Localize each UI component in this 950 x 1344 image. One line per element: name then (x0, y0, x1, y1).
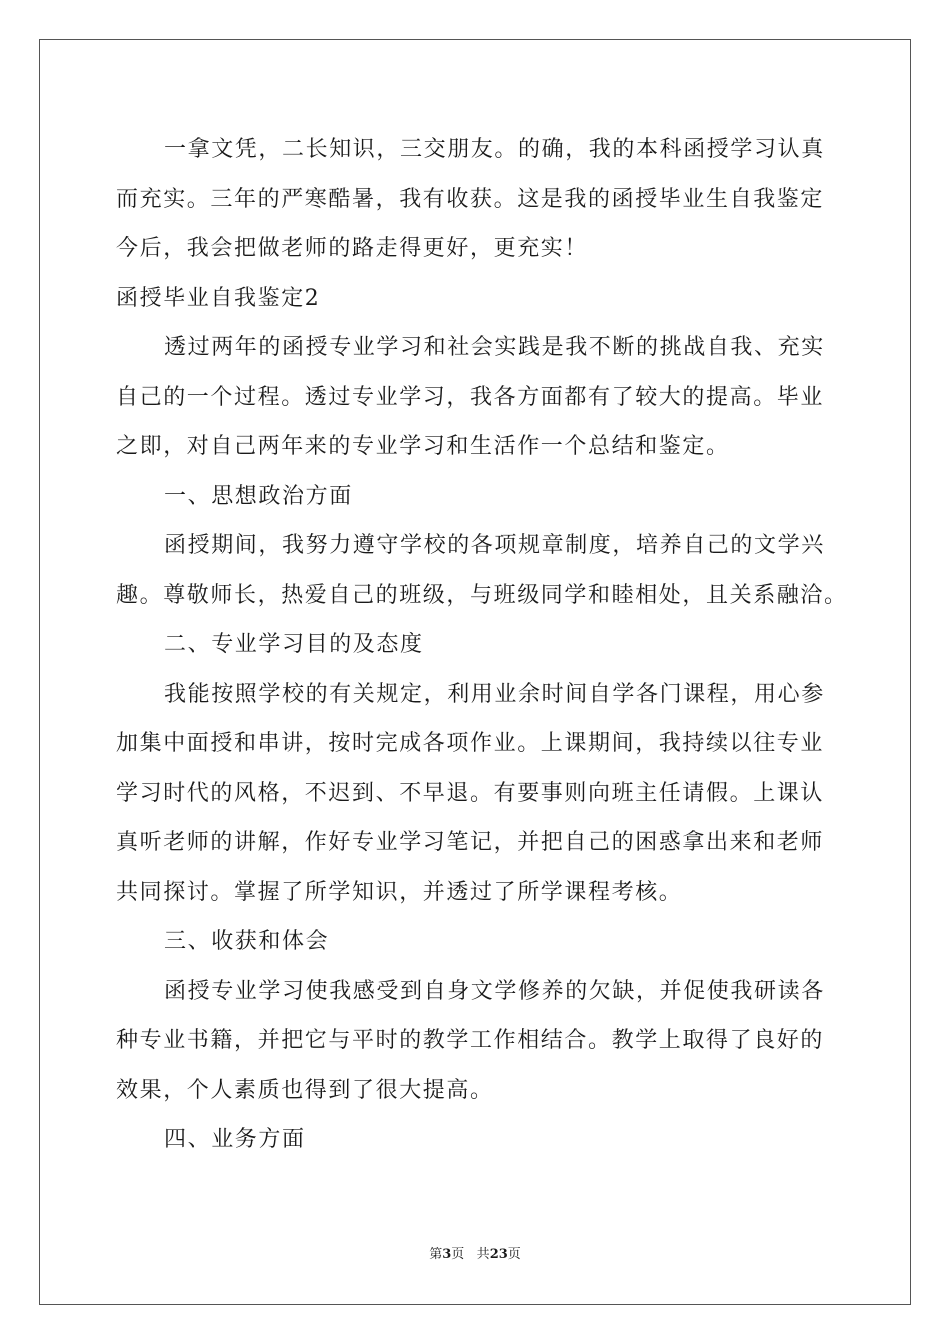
text-line: 二、专业学习目的及态度 (164, 632, 424, 657)
text-line: 函授专业学习使我感受到自身文学修养的欠缺，并促使我研读各 (164, 978, 825, 1004)
text-line: 透过两年的函授专业学习和社会实践是我不断的挑战自我、充实 (164, 335, 825, 360)
text-line: 函授毕业自我鉴定2 (116, 285, 321, 311)
text-line: 函授期间，我努力遵守学校的各项规章制度，培养自己的文学兴 (164, 533, 825, 558)
page-unit: 页 (451, 1247, 465, 1262)
text-line: 我能按照学校的有关规定，利用业余时间自学各门课程，用心参 (164, 681, 825, 707)
text-line: 效果，个人素质也得到了很大提高。 (116, 1077, 494, 1103)
text-line: 三、收获和体会 (164, 929, 330, 954)
total-prefix: 共 (476, 1247, 490, 1262)
text-line: 共同探讨。掌握了所学知识，并透过了所学课程考核。 (116, 879, 683, 905)
text-line: 一、思想政治方面 (164, 483, 353, 509)
total-page-count: 23 (489, 1247, 508, 1262)
text-line: 真听老师的讲解，作好专业学习笔记，并把自己的困惑拿出来和老师 (116, 830, 825, 855)
text-line: 学习时代的风格，不迟到、不早退。有要事则向班主任请假。上课认 (116, 780, 825, 806)
text-line: 之即，对自己两年来的专业学习和生活作一个总结和鉴定。 (116, 434, 730, 459)
text-line: 四、业务方面 (164, 1127, 306, 1152)
text-line: 趣。尊敬师长，热爱自己的班级，与班级同学和睦相处，且关系融洽。 (116, 582, 848, 608)
text-line: 自己的一个过程。透过专业学习，我各方面都有了较大的提高。毕业 (116, 384, 825, 410)
page-prefix: 第 (429, 1247, 443, 1262)
text-line: 加集中面授和串讲，按时完成各项作业。上课期间，我持续以往专业 (116, 731, 825, 756)
text-line: 而充实。三年的严寒酷暑，我有收获。这是我的函授毕业生自我鉴定 (116, 186, 825, 212)
text-line: 种专业书籍，并把它与平时的教学工作相结合。教学上取得了良好的 (116, 1028, 825, 1053)
text-line: 今后，我会把做老师的路走得更好，更充实！ (116, 236, 589, 261)
document-body (116, 125, 848, 1165)
total-unit: 页 (507, 1247, 521, 1262)
page-footer (0, 1245, 950, 1265)
current-page-number: 3 (442, 1247, 452, 1262)
text-line: 一拿文凭，二长知识，三交朋友。的确，我的本科函授学习认真 (164, 137, 825, 162)
